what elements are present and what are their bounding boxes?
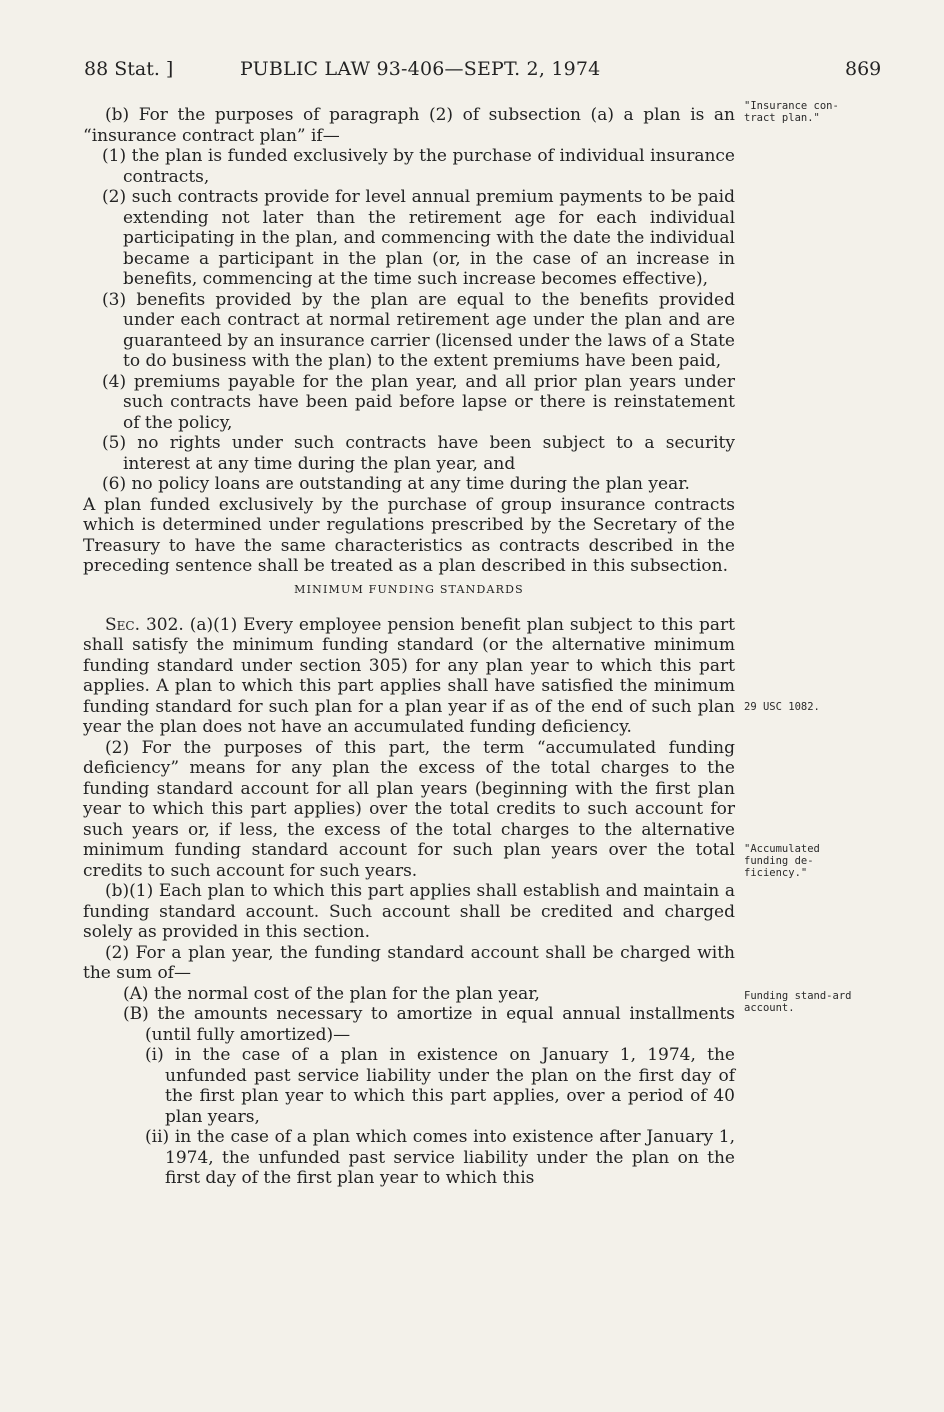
paragraph-b1: (b)(1) Each plan to which this part applies shall establish and maintain a funding standard account. Such account shall be credited and charged solely as provided in this section. <box>83 881 735 942</box>
item-5: (5) no rights under such contracts have been subject to a security interest at any time during the plan year, and <box>102 433 735 474</box>
paragraph-b: (b) For the purposes of paragraph (2) of subsection (a) a plan is an “insurance contract plan” if— <box>83 105 735 146</box>
item-1: (1) the plan is funded exclusively by the purchase of individual insurance contracts, <box>102 146 735 187</box>
section-heading: MINIMUM FUNDING STANDARDS <box>294 582 524 596</box>
item-i: (i) in the case of a plan in existence on January 1, 1974, the unfunded past service liability under the plan on the first day of the first plan year to which this part applies, over a period of 40 plan years, <box>145 1045 735 1127</box>
item-2: (2) such contracts provide for level annual premium payments to be paid extending not later than the retirement age for each individual participating in the plan, and commencing with the date the individual became a participant in the plan (or, in the case of an increase in benefits, commencing at the time such increase becomes effective), <box>102 187 735 289</box>
statute-reference: 88 Stat. ] <box>84 58 174 80</box>
section-label: Sec. <box>105 614 140 635</box>
paragraph-b2: (2) For a plan year, the funding standard account shall be charged with the sum of— <box>83 942 735 983</box>
page-number: 869 <box>845 58 882 80</box>
item-ii: (ii) in the case of a plan which comes into existence after January 1, 1974, the unfunded past service liability under the plan on the first day of the first plan year to which this <box>145 1127 735 1188</box>
paragraph-302a <box>83 615 735 738</box>
margin-note-insurance-contract-plan: "Insurance con-tract plan." <box>744 100 839 124</box>
paragraph-group-contracts: A plan funded exclusively by the purchase of group insurance contracts which is determined under regulations prescribed by the Secretary of the Treasury to have the same characteristics as contracts described in the preceding sentence shall be treated as a plan described in this subsection. <box>83 494 735 576</box>
item-A: (A) the normal cost of the plan for the plan year, <box>123 983 540 1004</box>
item-B: (B) the amounts necessary to amortize in equal annual installments (until fully amortized)— <box>123 1004 735 1045</box>
item-3: (3) benefits provided by the plan are equal to the benefits provided under each contract at normal retirement age under the plan and are guaranteed by an insurance carrier (licensed under the laws of a State to do business with the plan) to the extent premiums have been paid, <box>102 289 735 371</box>
law-title: PUBLIC LAW 93-406—SEPT. 2, 1974 <box>240 58 601 80</box>
margin-note-usc-citation: 29 USC 1082. <box>744 701 820 713</box>
item-4: (4) premiums payable for the plan year, and all prior plan years under such contracts have been paid before lapse or there is reinstatement of the policy, <box>102 371 735 433</box>
margin-note-accumulated-funding-deficiency: "Accumulated funding de-ficiency." <box>744 843 820 879</box>
page-header <box>0 58 944 86</box>
paragraph-302a-text: 302. (a)(1) Every employee pension benefit plan subject to this part shall satisfy the minimum funding standard (or the alternative minimum funding standard under section 305) for any plan year to which this part applies. A plan to which this part applies shall have satisfied the minimum funding standard for such plan for a plan year if as of the end of such plan year the plan does not have an accumulated funding deficiency. <box>83 614 735 737</box>
body-text <box>83 105 735 1189</box>
item-6: (6) no policy loans are outstanding at any time during the plan year. <box>102 474 690 494</box>
margin-note-funding-standard-account: Funding stand-ard account. <box>744 990 852 1014</box>
paragraph-a2: (2) For the purposes of this part, the term “accumulated funding deficiency” means for any plan the excess of the total charges to the funding standard account for all plan years (beginning with the first plan year to which this part applies) over the total credits to such account for such years or, if less, the excess of the total charges to the alternative minimum funding standard account for such plan years over the total credits to such account for such years. <box>83 737 735 881</box>
